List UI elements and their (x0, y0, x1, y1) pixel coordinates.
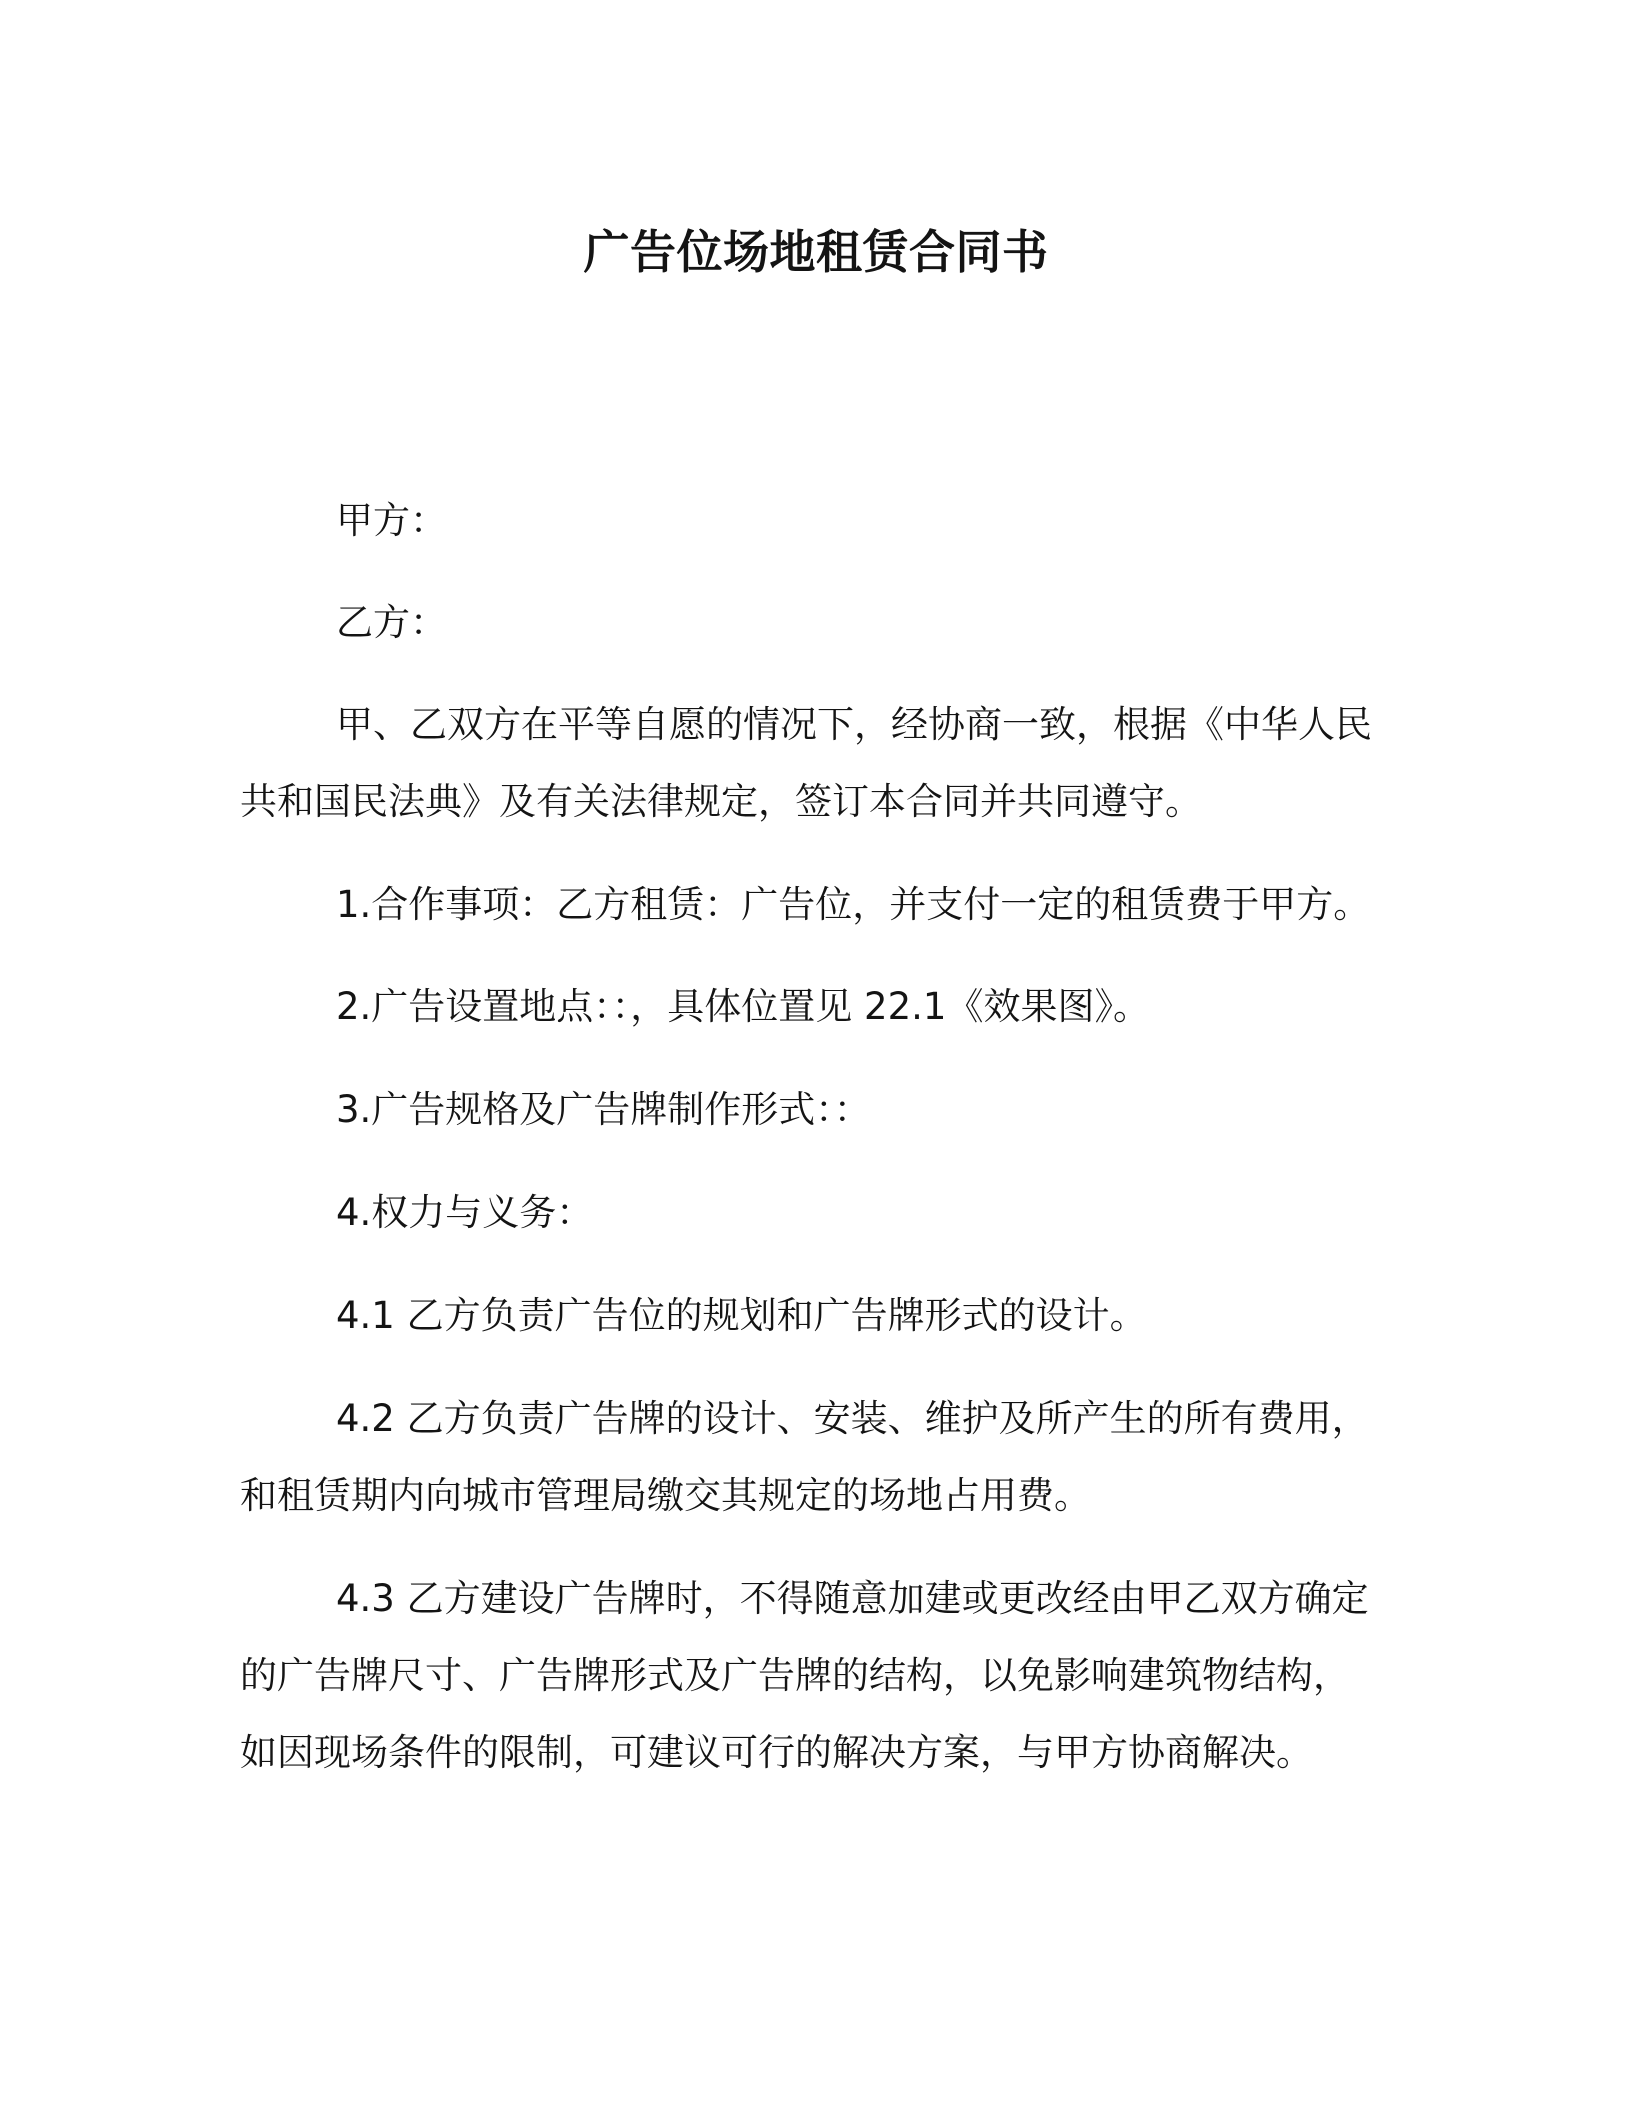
clause-1-paragraph (240, 866, 1390, 943)
clause-2-text: 2.广告设置地点：：，具体位置见 22.1《效果图》。 (336, 985, 1150, 1028)
clause-4-3-paragraph (240, 1560, 1390, 1791)
clause-4-1-text: 4.1 乙方负责广告位的规划和广告牌形式的设计。 (336, 1294, 1147, 1337)
clause-4-1-paragraph (240, 1277, 1390, 1354)
preamble-line-1: 甲、乙双方在平等自愿的情况下，经协商一致，根据《中华人民 (336, 703, 1372, 746)
clause-4-3-line-3: 如因现场条件的限制，可建议可行的解决方案，与甲方协商解决。 (240, 1731, 1313, 1774)
clause-4-paragraph (240, 1174, 1390, 1251)
clause-4-3-line-1: 4.3 乙方建设广告牌时，不得随意加建或更改经由甲乙双方确定 (336, 1577, 1369, 1620)
clause-4-3-line-2: 的广告牌尺寸、广告牌形式及广告牌的结构，以免影响建筑物结构， (240, 1654, 1350, 1697)
preamble-line-2: 共和国民法典》及有关法律规定，签订本合同并共同遵守。 (240, 780, 1202, 823)
clause-4-2-paragraph (240, 1380, 1390, 1534)
clause-3-paragraph (240, 1071, 1390, 1148)
clause-4-2-line-2: 和租赁期内向城市管理局缴交其规定的场地占用费。 (240, 1474, 1091, 1517)
party-a-label: 甲方： (336, 499, 447, 542)
party-b-line (240, 584, 1390, 661)
party-a-line (240, 482, 1390, 559)
clause-4-2-line-1: 4.2 乙方负责广告牌的设计、安装、维护及所产生的所有费用， (336, 1397, 1369, 1440)
clause-4-text: 4.权力与义务： (336, 1191, 594, 1234)
party-b-label: 乙方： (336, 601, 447, 644)
preamble-paragraph (240, 686, 1390, 840)
clause-2-paragraph (240, 968, 1390, 1045)
clause-3-text: 3.广告规格及广告牌制作形式：： (336, 1088, 871, 1131)
document-title: 广告位场地租赁合同书 (583, 225, 1049, 279)
clause-1-text: 1.合作事项：乙方租赁：广告位，并支付一定的租赁费于甲方。 (336, 883, 1371, 926)
